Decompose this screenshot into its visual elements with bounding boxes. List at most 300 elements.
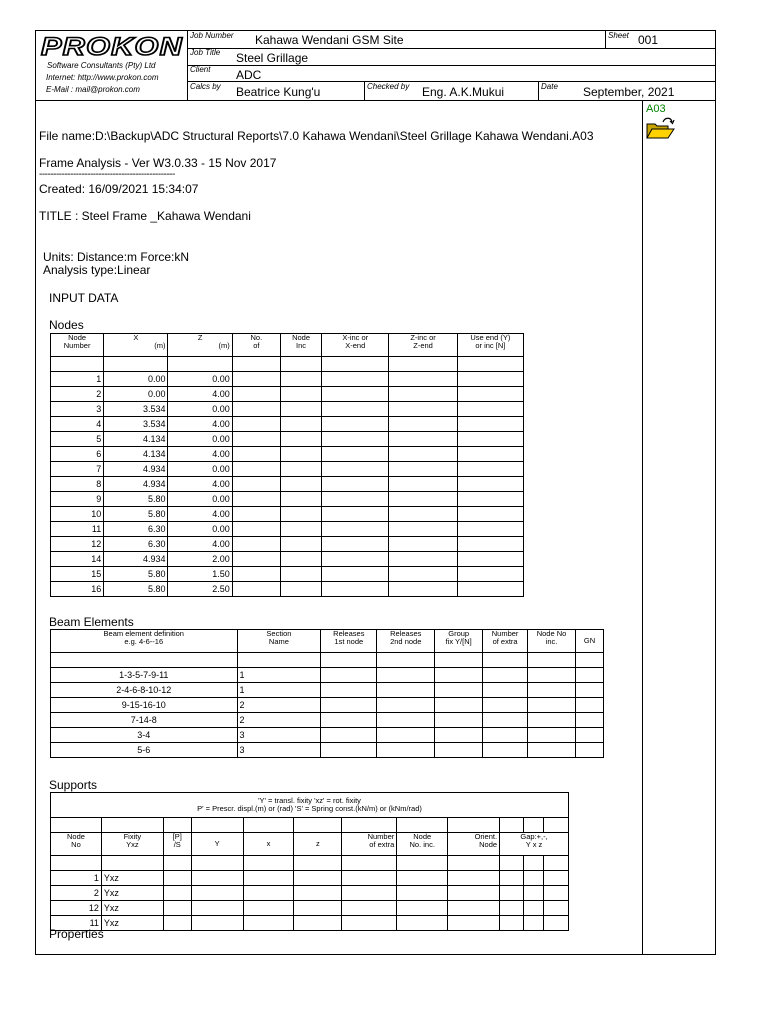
column-header: X-inc or X-end bbox=[322, 334, 389, 357]
table-cell bbox=[448, 871, 500, 886]
gap-cell bbox=[500, 818, 524, 833]
gap-cell bbox=[163, 856, 191, 871]
gap-cell bbox=[294, 818, 342, 833]
column-header: Orient. Node bbox=[448, 833, 500, 856]
column-header: No. of bbox=[232, 334, 280, 357]
date-label: Date bbox=[541, 82, 558, 91]
table-row bbox=[51, 683, 604, 698]
sheet-value: 001 bbox=[638, 33, 659, 47]
table-row bbox=[51, 432, 524, 447]
table-cell bbox=[294, 916, 342, 931]
table-header-row bbox=[51, 833, 569, 856]
node-number-cell: 1 bbox=[51, 372, 104, 387]
beam-definition-cell: 7-14-8 bbox=[51, 713, 238, 728]
table-cell bbox=[243, 901, 294, 916]
table-cell: Yxz bbox=[101, 916, 163, 931]
table-cell bbox=[232, 447, 280, 462]
gap-cell bbox=[101, 856, 163, 871]
table-cell: 5.80 bbox=[104, 582, 168, 597]
sheet-label: Sheet bbox=[608, 31, 629, 40]
table-cell bbox=[543, 886, 568, 901]
table-cell bbox=[397, 886, 448, 901]
table-cell: 4.00 bbox=[168, 387, 232, 402]
created-line: Created: 16/09/2021 15:34:07 bbox=[39, 182, 199, 196]
column-header: Node No. inc. bbox=[397, 833, 448, 856]
table-cell bbox=[389, 477, 457, 492]
beam-definition-cell: 5-6 bbox=[51, 743, 238, 758]
table-cell bbox=[232, 552, 280, 567]
table-cell bbox=[322, 447, 389, 462]
table-cell bbox=[389, 537, 457, 552]
table-cell: 2.50 bbox=[168, 582, 232, 597]
table-cell bbox=[321, 743, 377, 758]
table-cell bbox=[457, 582, 523, 597]
supports-table bbox=[50, 792, 569, 931]
node-number-cell: 7 bbox=[51, 462, 104, 477]
table-cell: 4.934 bbox=[104, 462, 168, 477]
gap-cell bbox=[457, 357, 523, 372]
table-cell bbox=[191, 916, 243, 931]
table-cell bbox=[280, 387, 321, 402]
table-note-row bbox=[51, 793, 569, 818]
table-cell bbox=[528, 743, 576, 758]
table-row bbox=[51, 402, 524, 417]
table-cell bbox=[322, 372, 389, 387]
table-cell bbox=[457, 537, 523, 552]
table-cell bbox=[243, 886, 294, 901]
gap-cell bbox=[168, 357, 232, 372]
table-cell bbox=[342, 901, 397, 916]
gap-cell bbox=[575, 653, 603, 668]
table-cell bbox=[280, 372, 321, 387]
supports-legend: 'Y' = transl. fixity 'xz' = rot. fixity P' = Prescr. displ.(m) or (rad) 'S' = Spring const.(kN/m) or (kNm/rad) bbox=[51, 793, 569, 818]
calcs-by-label: Calcs by bbox=[190, 82, 221, 91]
table-cell bbox=[232, 522, 280, 537]
table-cell: 3.534 bbox=[104, 417, 168, 432]
node-number-cell: 9 bbox=[51, 492, 104, 507]
node-number-cell: 2 bbox=[51, 387, 104, 402]
table-cell bbox=[377, 698, 435, 713]
header-divider bbox=[364, 81, 365, 100]
table-cell bbox=[280, 507, 321, 522]
table-cell bbox=[294, 901, 342, 916]
table-row bbox=[51, 492, 524, 507]
beams-heading: Beam Elements bbox=[49, 615, 134, 629]
table-cell bbox=[500, 916, 524, 931]
table-cell bbox=[457, 372, 523, 387]
table-cell bbox=[483, 728, 528, 743]
column-header: Node No inc. bbox=[528, 630, 576, 653]
table-cell bbox=[435, 683, 483, 698]
calcs-by-value: Beatrice Kung'u bbox=[236, 85, 321, 99]
gap-cell bbox=[543, 856, 568, 871]
job-title-value: Steel Grillage bbox=[236, 51, 309, 65]
column-header: Node No bbox=[51, 833, 102, 856]
column-header: Z (m) bbox=[168, 334, 232, 357]
units-line: Units: Distance:m Force:kN bbox=[43, 250, 190, 264]
dash-separator: ------------------------------------------------ bbox=[39, 169, 175, 180]
header-divider bbox=[538, 81, 539, 100]
table-cell bbox=[575, 698, 603, 713]
table-cell bbox=[321, 683, 377, 698]
table-cell bbox=[191, 871, 243, 886]
table-cell bbox=[528, 713, 576, 728]
gap-cell bbox=[51, 357, 104, 372]
table-row bbox=[51, 698, 604, 713]
supports-heading: Supports bbox=[49, 778, 98, 792]
gap-cell bbox=[342, 818, 397, 833]
table-cell: 3 bbox=[237, 743, 321, 758]
job-number-value: Kahawa Wendani GSM Site bbox=[255, 33, 404, 47]
table-cell bbox=[342, 886, 397, 901]
table-cell bbox=[457, 462, 523, 477]
checked-by-value: Eng. A.K.Mukui bbox=[422, 85, 505, 99]
table-cell bbox=[389, 582, 457, 597]
table-cell: 4.134 bbox=[104, 432, 168, 447]
table-cell bbox=[322, 507, 389, 522]
table-row bbox=[51, 668, 604, 683]
table-cell bbox=[322, 387, 389, 402]
table-cell: 4.134 bbox=[104, 447, 168, 462]
company-line2: Internet: http://www.prokon.com bbox=[46, 73, 159, 82]
node-number-cell: 12 bbox=[51, 537, 104, 552]
beam-definition-cell: 2-4-6-8-10-12 bbox=[51, 683, 238, 698]
table-row bbox=[51, 447, 524, 462]
table-cell bbox=[389, 492, 457, 507]
node-number-cell: 4 bbox=[51, 417, 104, 432]
table-cell bbox=[191, 901, 243, 916]
table-header-row bbox=[51, 334, 524, 357]
beam-definition-cell: 3-4 bbox=[51, 728, 238, 743]
table-cell bbox=[389, 387, 457, 402]
gap-cell bbox=[237, 653, 321, 668]
table-cell: 0.00 bbox=[168, 522, 232, 537]
table-gap-row bbox=[51, 653, 604, 668]
column-header: Number of extra bbox=[342, 833, 397, 856]
table-cell: Yxz bbox=[101, 901, 163, 916]
table-row bbox=[51, 901, 569, 916]
table-cell bbox=[483, 713, 528, 728]
table-cell bbox=[232, 582, 280, 597]
table-cell: 0.00 bbox=[104, 372, 168, 387]
header-row-line bbox=[187, 81, 716, 82]
table-cell: 5.80 bbox=[104, 507, 168, 522]
table-cell bbox=[280, 402, 321, 417]
table-row bbox=[51, 713, 604, 728]
open-folder-icon[interactable] bbox=[645, 116, 675, 142]
gap-cell bbox=[397, 818, 448, 833]
table-cell bbox=[280, 432, 321, 447]
table-cell bbox=[322, 582, 389, 597]
header-bottom-line bbox=[35, 100, 716, 101]
table-cell bbox=[397, 871, 448, 886]
header-row-line bbox=[187, 65, 716, 66]
file-tag: A03 bbox=[646, 103, 666, 115]
column-header: Beam element definition e.g. 4-6--16 bbox=[51, 630, 238, 653]
table-cell: 4.00 bbox=[168, 417, 232, 432]
table-cell bbox=[389, 447, 457, 462]
table-cell bbox=[483, 668, 528, 683]
margin-divider bbox=[642, 101, 643, 955]
column-header: Node Inc bbox=[280, 334, 321, 357]
table-cell bbox=[528, 683, 576, 698]
table-cell: 5.80 bbox=[104, 567, 168, 582]
table-cell: 4.00 bbox=[168, 537, 232, 552]
table-row bbox=[51, 582, 524, 597]
gap-cell bbox=[397, 856, 448, 871]
table-cell bbox=[524, 916, 544, 931]
table-cell bbox=[543, 901, 568, 916]
version-line: Frame Analysis - Ver W3.0.33 - 15 Nov 2017 bbox=[39, 156, 277, 170]
table-cell bbox=[389, 507, 457, 522]
table-cell bbox=[389, 522, 457, 537]
table-cell bbox=[232, 387, 280, 402]
table-cell: 0.00 bbox=[168, 402, 232, 417]
table-cell bbox=[232, 402, 280, 417]
table-cell bbox=[500, 901, 524, 916]
column-header: Releases 1st node bbox=[321, 630, 377, 653]
table-cell: 2.00 bbox=[168, 552, 232, 567]
node-number-cell: 15 bbox=[51, 567, 104, 582]
table-cell bbox=[322, 522, 389, 537]
gap-cell bbox=[232, 357, 280, 372]
table-cell: 2 bbox=[237, 713, 321, 728]
table-cell bbox=[280, 492, 321, 507]
gap-cell bbox=[322, 357, 389, 372]
table-cell bbox=[457, 552, 523, 567]
table-cell: 0.00 bbox=[168, 462, 232, 477]
gap-cell bbox=[104, 357, 168, 372]
table-row bbox=[51, 462, 524, 477]
table-cell bbox=[457, 567, 523, 582]
table-cell bbox=[389, 372, 457, 387]
table-cell: 4.00 bbox=[168, 447, 232, 462]
table-cell bbox=[163, 901, 191, 916]
table-cell bbox=[232, 372, 280, 387]
gap-cell bbox=[524, 818, 544, 833]
table-cell bbox=[435, 668, 483, 683]
company-line3: E-Mail : mail@prokon.com bbox=[46, 85, 140, 94]
header-divider bbox=[605, 30, 606, 48]
table-cell bbox=[280, 567, 321, 582]
table-cell bbox=[457, 522, 523, 537]
table-cell bbox=[322, 492, 389, 507]
table-cell bbox=[528, 728, 576, 743]
gap-cell bbox=[524, 856, 544, 871]
table-row bbox=[51, 886, 569, 901]
table-cell bbox=[243, 916, 294, 931]
column-header: GN bbox=[575, 630, 603, 653]
node-number-cell: 11 bbox=[51, 522, 104, 537]
support-node-cell: 2 bbox=[51, 886, 102, 901]
node-number-cell: 16 bbox=[51, 582, 104, 597]
table-cell bbox=[483, 683, 528, 698]
beam-definition-cell: 1-3-5-7-9-11 bbox=[51, 668, 238, 683]
table-cell: 0.00 bbox=[168, 492, 232, 507]
job-number-label: Job Number bbox=[190, 31, 234, 40]
table-cell bbox=[377, 713, 435, 728]
table-cell bbox=[163, 886, 191, 901]
gap-cell bbox=[448, 818, 500, 833]
client-label: Client bbox=[190, 65, 211, 74]
gap-cell bbox=[280, 357, 321, 372]
gap-cell bbox=[543, 818, 568, 833]
table-cell bbox=[397, 901, 448, 916]
table-cell: 6.30 bbox=[104, 522, 168, 537]
company-line1: Software Consultants (Pty) Ltd bbox=[47, 61, 156, 70]
table-cell: 3.534 bbox=[104, 402, 168, 417]
table-cell bbox=[457, 432, 523, 447]
table-cell: 2 bbox=[237, 698, 321, 713]
table-cell bbox=[389, 567, 457, 582]
table-cell bbox=[321, 698, 377, 713]
table-row bbox=[51, 477, 524, 492]
table-cell bbox=[280, 462, 321, 477]
gap-cell bbox=[101, 818, 163, 833]
gap-cell bbox=[51, 653, 238, 668]
table-cell bbox=[457, 387, 523, 402]
table-cell bbox=[435, 743, 483, 758]
prokon-logo bbox=[40, 33, 186, 59]
table-cell bbox=[575, 743, 603, 758]
table-cell bbox=[232, 417, 280, 432]
client-value: ADC bbox=[236, 68, 262, 82]
table-cell bbox=[457, 447, 523, 462]
table-cell bbox=[322, 537, 389, 552]
table-gap-row bbox=[51, 818, 569, 833]
table-cell: 4.00 bbox=[168, 507, 232, 522]
table-row bbox=[51, 916, 569, 931]
table-cell bbox=[232, 537, 280, 552]
column-header: Group fix Y/[N] bbox=[435, 630, 483, 653]
column-header: [P] /S bbox=[163, 833, 191, 856]
beam-elements-table bbox=[50, 629, 604, 758]
node-number-cell: 3 bbox=[51, 402, 104, 417]
gap-cell bbox=[448, 856, 500, 871]
node-number-cell: 14 bbox=[51, 552, 104, 567]
gap-cell bbox=[321, 653, 377, 668]
table-cell bbox=[280, 522, 321, 537]
table-cell bbox=[322, 432, 389, 447]
gap-cell bbox=[51, 818, 102, 833]
table-cell bbox=[280, 537, 321, 552]
table-row bbox=[51, 522, 524, 537]
column-header: z bbox=[294, 833, 342, 856]
table-cell bbox=[280, 477, 321, 492]
column-header: Z-inc or Z-end bbox=[389, 334, 457, 357]
date-value: September, 2021 bbox=[583, 85, 675, 99]
nodes-heading: Nodes bbox=[49, 318, 84, 332]
table-cell bbox=[342, 871, 397, 886]
table-cell bbox=[377, 743, 435, 758]
column-header: Y bbox=[191, 833, 243, 856]
column-header: x bbox=[243, 833, 294, 856]
table-cell: 4.00 bbox=[168, 477, 232, 492]
table-cell bbox=[457, 492, 523, 507]
node-number-cell: 5 bbox=[51, 432, 104, 447]
table-cell bbox=[435, 728, 483, 743]
table-cell: 1.50 bbox=[168, 567, 232, 582]
table-cell bbox=[232, 492, 280, 507]
table-gap-row bbox=[51, 357, 524, 372]
table-cell bbox=[163, 871, 191, 886]
gap-cell bbox=[51, 856, 102, 871]
table-cell: 6.30 bbox=[104, 537, 168, 552]
table-cell bbox=[448, 916, 500, 931]
support-node-cell: 12 bbox=[51, 901, 102, 916]
table-cell bbox=[232, 432, 280, 447]
table-cell: 0.00 bbox=[168, 372, 232, 387]
analysis-type: Analysis type:Linear bbox=[43, 263, 151, 277]
table-cell bbox=[435, 698, 483, 713]
table-cell bbox=[457, 402, 523, 417]
table-row bbox=[51, 552, 524, 567]
table-cell: 1 bbox=[237, 683, 321, 698]
column-header: Fixity Yxz bbox=[101, 833, 163, 856]
table-cell bbox=[342, 916, 397, 931]
table-cell bbox=[457, 417, 523, 432]
node-number-cell: 6 bbox=[51, 447, 104, 462]
table-cell bbox=[575, 728, 603, 743]
table-row bbox=[51, 567, 524, 582]
gap-cell bbox=[342, 856, 397, 871]
table-row bbox=[51, 743, 604, 758]
gap-cell bbox=[483, 653, 528, 668]
table-cell bbox=[191, 886, 243, 901]
table-cell bbox=[397, 916, 448, 931]
table-cell bbox=[377, 683, 435, 698]
gap-cell bbox=[389, 357, 457, 372]
table-cell bbox=[500, 871, 524, 886]
column-header: Releases 2nd node bbox=[377, 630, 435, 653]
gap-cell bbox=[191, 818, 243, 833]
table-cell bbox=[322, 462, 389, 477]
nodes-table bbox=[50, 333, 524, 597]
table-cell bbox=[389, 402, 457, 417]
table-cell bbox=[389, 417, 457, 432]
table-cell bbox=[294, 871, 342, 886]
table-cell bbox=[528, 668, 576, 683]
table-cell bbox=[575, 683, 603, 698]
gap-cell bbox=[243, 856, 294, 871]
gap-cell bbox=[528, 653, 576, 668]
gap-cell bbox=[163, 818, 191, 833]
table-cell bbox=[243, 871, 294, 886]
table-gap-row bbox=[51, 856, 569, 871]
table-cell: 0.00 bbox=[104, 387, 168, 402]
table-cell: Yxz bbox=[101, 871, 163, 886]
support-node-cell: 1 bbox=[51, 871, 102, 886]
table-cell bbox=[575, 668, 603, 683]
table-cell bbox=[500, 886, 524, 901]
table-cell bbox=[322, 567, 389, 582]
table-cell: 5.80 bbox=[104, 492, 168, 507]
svg-text:PROKON: PROKON bbox=[41, 33, 183, 59]
column-header: Number of extra bbox=[483, 630, 528, 653]
node-number-cell: 10 bbox=[51, 507, 104, 522]
input-data-heading: INPUT DATA bbox=[49, 291, 119, 305]
table-cell bbox=[483, 743, 528, 758]
gap-cell bbox=[377, 653, 435, 668]
job-title-label: Job Title bbox=[190, 48, 221, 57]
column-header: Use end (Y) or inc [N] bbox=[457, 334, 523, 357]
file-name: File name:D:\Backup\ADC Structural Reports\7.0 Kahawa Wendani\Steel Grillage Kahawa Wendani.A03 bbox=[39, 129, 594, 143]
table-cell: 3 bbox=[237, 728, 321, 743]
table-cell bbox=[322, 417, 389, 432]
title-line: TITLE : Steel Frame _Kahawa Wendani bbox=[39, 209, 251, 223]
table-row bbox=[51, 387, 524, 402]
table-cell bbox=[377, 668, 435, 683]
